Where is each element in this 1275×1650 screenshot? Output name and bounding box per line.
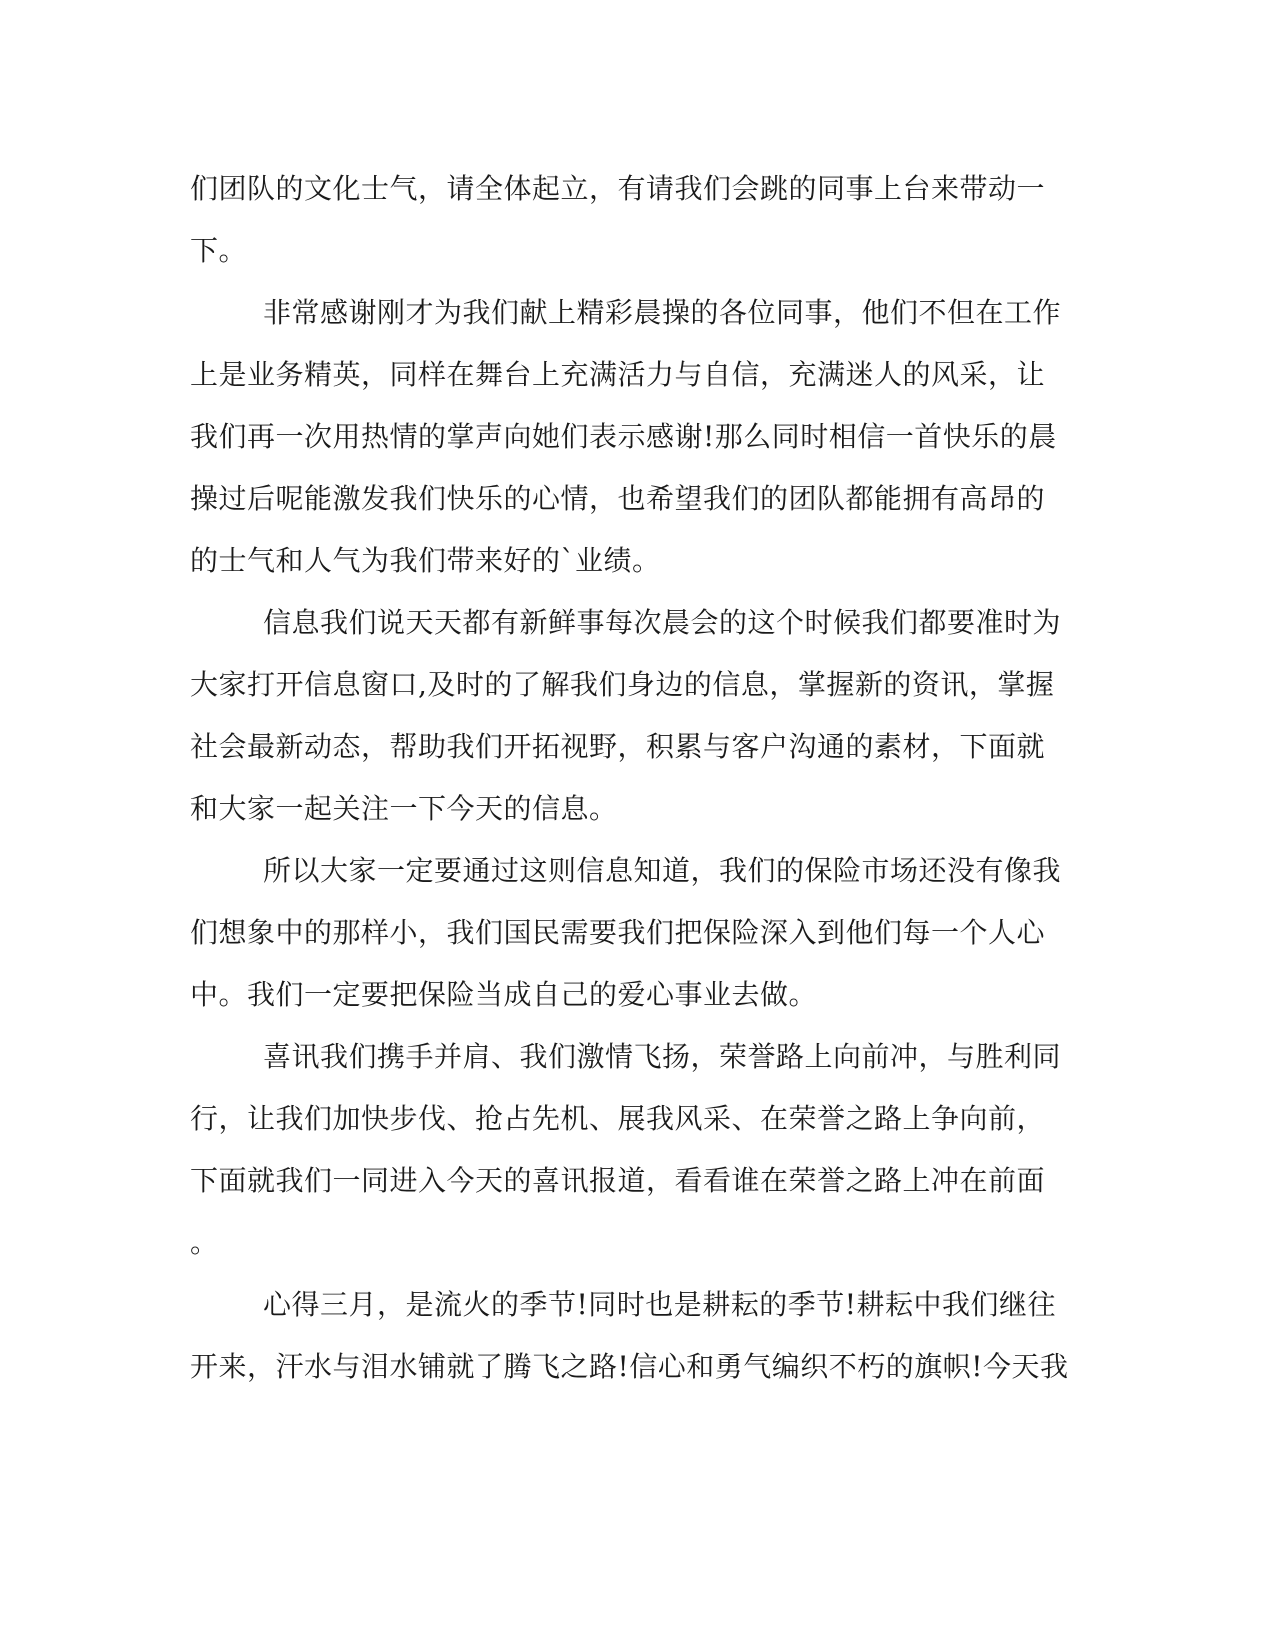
- text-line: 。: [190, 1226, 219, 1259]
- text-line: 们团队的文化士气，请全体起立，有请我们会跳的同事上台来带动一: [190, 172, 1046, 205]
- text-line: 我们再一次用热情的掌声向她们表示感谢!那么同时相信一首快乐的晨: [190, 420, 1057, 453]
- paragraph-start-line: 信息我们说天天都有新鲜事每次晨会的这个时候我们都要准时为: [263, 606, 1062, 639]
- paragraph-start-line: 心得三月，是流火的季节!同时也是耕耘的季节!耕耘中我们继往: [263, 1288, 1057, 1321]
- text-line: 下。: [190, 234, 248, 267]
- paragraph-start-line: 喜讯我们携手并肩、我们激情飞扬，荣誉路上向前冲，与胜利同: [263, 1040, 1062, 1073]
- text-line: 社会最新动态，帮助我们开拓视野，积累与客户沟通的素材，下面就: [190, 730, 1046, 763]
- text-line: 操过后呢能激发我们快乐的心情，也希望我们的团队都能拥有高昂的: [190, 482, 1046, 515]
- text-line: 行，让我们加快步伐、抢占先机、展我风采、在荣誉之路上争向前，: [190, 1102, 1046, 1135]
- text-line: 下面就我们一同进入今天的喜讯报道，看看谁在荣誉之路上冲在前面: [190, 1164, 1046, 1197]
- text-line: 们想象中的那样小，我们国民需要我们把保险深入到他们每一个人心: [190, 916, 1046, 949]
- document-body: [190, 158, 1080, 1398]
- paragraph-start-line: 非常感谢刚才为我们献上精彩晨操的各位同事，他们不但在工作: [263, 296, 1062, 329]
- paragraph-start-line: 所以大家一定要通过这则信息知道，我们的保险市场还没有像我: [263, 854, 1062, 887]
- text-line: 的士气和人气为我们带来好的`业绩。: [190, 544, 661, 577]
- text-line: 上是业务精英，同样在舞台上充满活力与自信，充满迷人的风采，让: [190, 358, 1046, 391]
- text-line: 开来，汗水与泪水铺就了腾飞之路!信心和勇气编织不朽的旗帜!今天我: [190, 1350, 1069, 1383]
- text-line: 大家打开信息窗口,及时的了解我们身边的信息，掌握新的资讯，掌握: [190, 668, 1055, 701]
- text-line: 中。我们一定要把保险当成自己的爱心事业去做。: [190, 978, 818, 1011]
- text-line: 和大家一起关注一下今天的信息。: [190, 792, 618, 825]
